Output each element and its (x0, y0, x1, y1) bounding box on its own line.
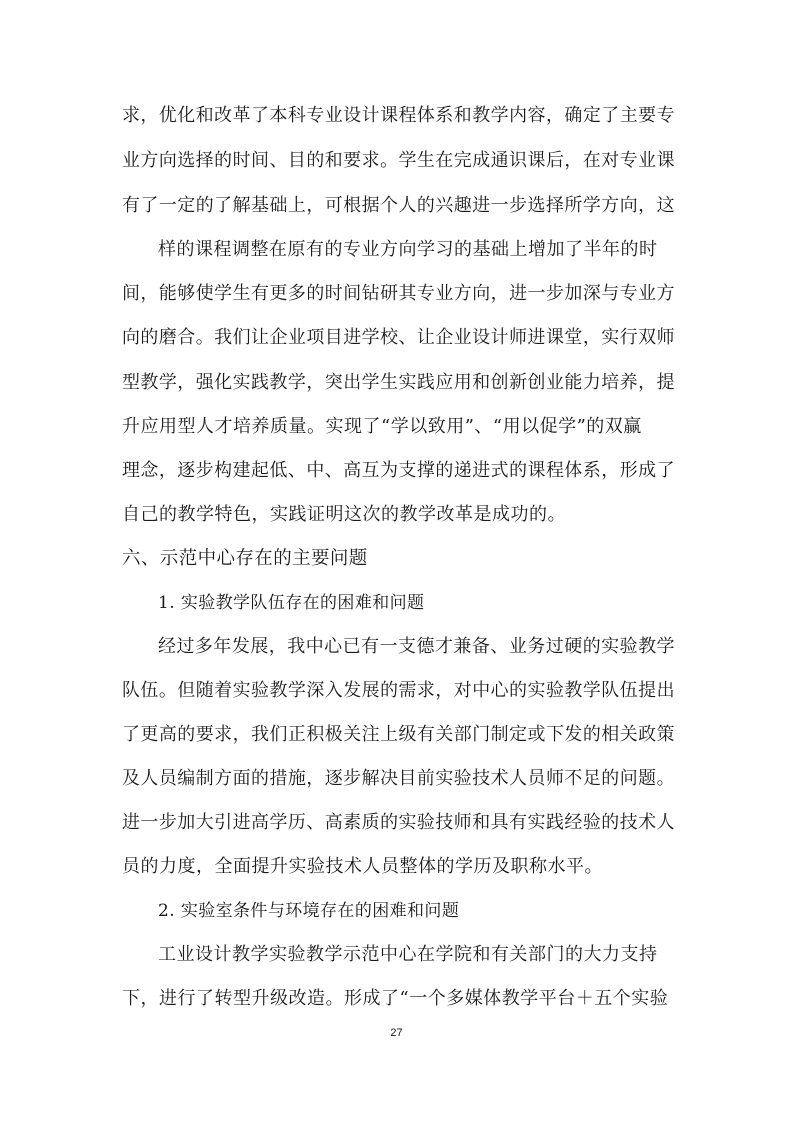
subsection-title: 1. 实验教学队伍存在的困难和问题 (158, 593, 425, 613)
paragraph-line: 业方向选择的时间、目的和要求。学生在完成通识课后，在对专业课 (122, 150, 676, 171)
paragraph-line: 样的课程调整在原有的专业方向学习的基础上增加了半年的时 (158, 239, 658, 260)
paragraph-line: 经过多年发展，我中心已有一支德才兼备、业务过硬的实验教学 (158, 636, 676, 657)
paragraph-line: 下，进行了转型升级改造。形成了“一个多媒体教学平台＋五个实验 (122, 988, 669, 1009)
paragraph-line: 有了一定的了解基础上，可根据个人的兴趣进一步选择所学方向，这 (122, 195, 676, 216)
section-heading: 六、示范中心存在的主要问题 (122, 548, 368, 569)
paragraph-line: 型教学，强化实践教学，突出学生实践应用和创新创业能力培养，提 (122, 372, 676, 393)
subsection-title: 2. 实验室条件与环境存在的困难和问题 (158, 901, 460, 921)
paragraph-line: 理念，逐步构建起低、中、高互为支撑的递进式的课程体系，形成了 (122, 460, 676, 481)
paragraph-line: 间，能够使学生有更多的时间钻研其专业方向，进一步加深与专业方 (122, 283, 676, 304)
paragraph-line: 员的力度，全面提升实验技术人员整体的学历及职称水平。 (122, 856, 603, 877)
paragraph-line: 向的磨合。我们让企业项目进学校、让企业设计师进课堂，实行双师 (122, 327, 676, 348)
paragraph-line: 及人员编制方面的措施，逐步解决目前实验技术人员师不足的问题。 (122, 768, 676, 789)
paragraph-line: 进一步加大引进高学历、高素质的实验技师和具有实践经验的技术人 (122, 812, 676, 833)
paragraph-line: 自己的教学特色，实践证明这次的教学改革是成功的。 (122, 504, 566, 525)
paragraph-line: 求，优化和改革了本科专业设计课程体系和教学内容，确定了主要专 (122, 105, 676, 126)
paragraph-line: 工业设计教学实验教学示范中心在学院和有关部门的大力支持 (158, 944, 658, 965)
paragraph-line: 队伍。但随着实验教学深入发展的需求，对中心的实验教学队伍提出 (122, 680, 676, 701)
paragraph-line: 升应用型人才培养质量。实现了“学以致用”、“用以促学”的双赢 (122, 416, 642, 437)
paragraph-line: 了更高的要求，我们正积极关注上级有关部门制定或下发的相关政策 (122, 724, 676, 745)
page-number: 27 (390, 1027, 403, 1039)
